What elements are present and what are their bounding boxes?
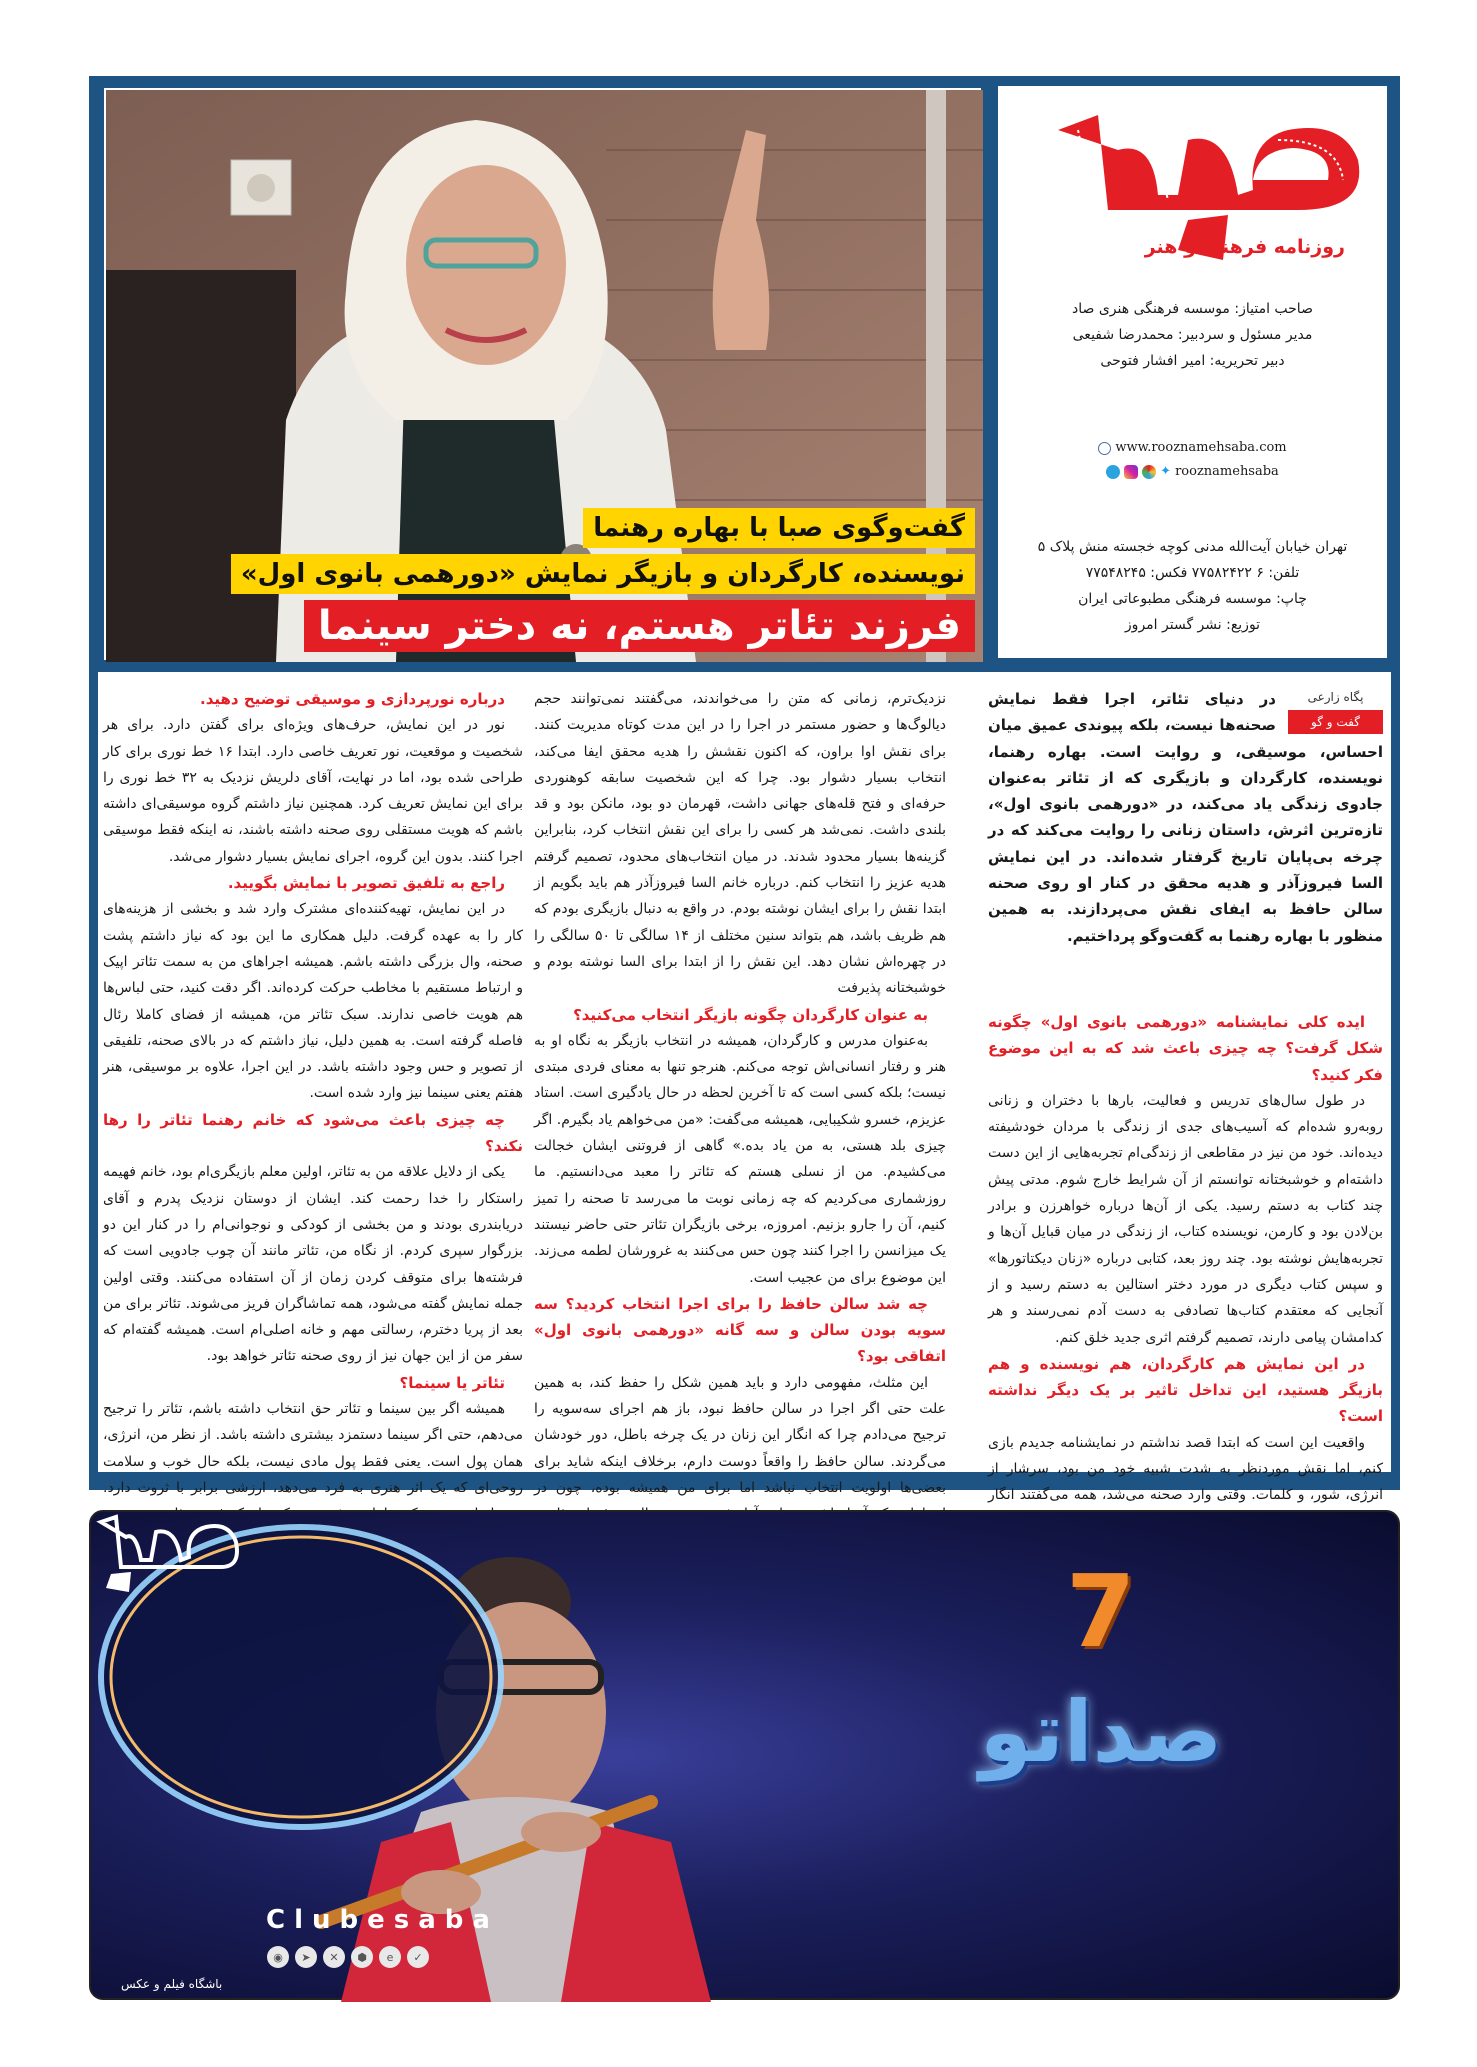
twitter-icon[interactable]: ✦ xyxy=(1160,464,1172,479)
social-handle[interactable]: rooznamehsaba xyxy=(1175,464,1279,479)
globe-icon xyxy=(1098,442,1111,455)
interview-question: درباره نورپردازی و موسیقی توضیح دهید. xyxy=(200,690,505,708)
answer-paragraph: به‌عنوان مدرس و کارگردان، همیشه در انتخاب بازیگر به نگاه او به هنر و رفتار انسانی‌اش توجه می‌کنم. هنرجو تنها به معنای فردی مبتدی نیست؛ بلکه کسی است که تا آخرین لحظه در حال یادگیری است. استاد عزیزم، خسرو شکیبایی، همیشه می‌گفت: «من می‌خواهم یاد بگیرم. اگر چیزی بلد هستی، به من یاد بده.» گاهی از فروتنی ایشان خجالت می‌کشیدم. من از نسلی هستم که تئاتر را معبد می‌دانستیم. ما روزشماری می‌کردیم که چه زمانی نوبت ما می‌رسد تا صحنه را تمیز کنیم، آن را جارو بزنیم. امروزه، برخی بازیگران تئاتر حتی حاضر نیستند یک میزانسن را اجرا کنند چون حس می‌کنند به غرورشان لطمه می‌زند. این موضوع برای من عجیب است. xyxy=(534,1032,946,1286)
column-right xyxy=(988,686,1383,1504)
masthead-panel xyxy=(995,83,1390,661)
show-title: صداتو xyxy=(979,1683,1223,1781)
answer-paragraph: نزدیک‌ترم، زمانی که متن را می‌خواندند، می‌گفتند نمی‌توانند حجم دیالوگ‌ها و حضور مستمر در اجرا را در این مدت کوتاه مدیریت کنند. برای نقش اوا براون، که اکنون نقشش را هدیه محقق ایفا می‌کند، انتخاب بسیار دشوار بود. چرا که این شخصیت سابقه کوهنوردی حرفه‌ای و فتح قله‌های جهانی داشت، قهرمان دو بود، مانکن بود و قد بلندی داشت. نمی‌شد هر کسی را برای این نقش انتخاب کرد، بنابراین گزینه‌ها بسیار محدود شدند. در میان انتخاب‌های محدود، تصمیم گرفتم هدیه عزیز را انتخاب کنم. درباره خانم السا فیروزآذر هم باید بگویم از ابتدا نقش را برای ایشان نوشته بودم. در واقع به دنبال بازیگری بودم که هم ظریف باشد، هم بتواند سنین مختلف از ۱۴ سالگی تا ۵۰ سالگی را در چهره‌اش نشان دهد. این نقش را از ابتدا برای السا نوشته بودم و خوشبختانه پذیرفت xyxy=(534,691,946,997)
contact-info xyxy=(998,534,1387,638)
club-saba-logo xyxy=(91,1512,241,1592)
interview-question: راجع به تلفیق تصویر با نمایش بگویید. xyxy=(227,874,505,893)
printer: چاپ: موسسه فرهنگی مطبوعاتی ایران xyxy=(1078,591,1307,607)
instagram-icon[interactable] xyxy=(1124,465,1138,479)
interview-question: در این نمایش هم کارگردان، هم نویسنده و هم بازیگر هستید، این تداخل تاثیر بر یک دیگر نداشته است؟ xyxy=(988,1354,1383,1426)
staff-managing-editor: دبیر تحریریه: امیر افشار فتوحی xyxy=(1100,353,1285,369)
eitaa-icon[interactable]: e xyxy=(379,1946,401,1968)
headline-subtitle: نویسنده، کارگردان و بازیگر نمایش «دورهمی بانوی اول» xyxy=(231,554,975,594)
phone-fax: تلفن: ۶ ۷۷۵۸۲۴۲۲ فکس: ۷۷۵۴۸۲۴۵ xyxy=(1085,565,1300,581)
article-body xyxy=(98,672,1391,1504)
staff-list xyxy=(998,296,1387,374)
club-subtitle: باشگاه فیلم و عکس xyxy=(121,1977,223,1991)
bale-icon[interactable]: ✓ xyxy=(407,1946,429,1968)
byline xyxy=(1288,686,1383,734)
answer-paragraph: این مثلث، مفهومی دارد و باید همین شکل را حفظ کند، به همین علت حتی اگر اجرا در سالن حافظ نبود، باز هم اجرای سه‌سویه را ترجیح می‌دادم چرا که انگار این زنان در یک چرخه باطل، دور خودشان می‌گردند. سالن حافظ را واقعاً دوست دارم، برخلاف اینکه شاید برای بعضی‌ها اولویت انتخاب نباشد اما برای من همیشه بوده، چون در xyxy=(534,1374,946,1496)
club-social-icons xyxy=(267,1946,429,1968)
interview-photo xyxy=(104,88,981,660)
distributor: توزیع: نشر گستر امروز xyxy=(1124,617,1261,633)
rubika-icon[interactable]: ⬢ xyxy=(351,1946,373,1968)
masthead-tagline: روزنامه فرهنگ و هنر xyxy=(1144,236,1345,258)
headline-title: فرزند تئاتر هستم، نه دختر سینما xyxy=(304,600,975,652)
section-badge: گفت و گو xyxy=(1288,710,1383,734)
staff-owner: صاحب امتیاز: موسسه فرهنگی هنری صاد xyxy=(1072,301,1313,317)
advertisement-banner[interactable] xyxy=(89,1510,1400,2000)
address: تهران خیابان آیت‌الله مدنی کوچه خجسته منش پلاک ۵ xyxy=(1037,539,1348,555)
telegram-icon[interactable]: ➤ xyxy=(295,1946,317,1968)
interview-question: ایده کلی نمایشنامه «دورهمی بانوی اول» چگونه شکل گرفت؟ چه چیزی باعث شد که به این موضوع فکر کنید؟ xyxy=(988,1012,1383,1084)
answer-paragraph: همیشه اگر بین سینما و تئاتر حق انتخاب داشته باشم، تئاتر را ترجیح می‌دهم، حتی اگر سینما دستمزد بیشتری داشته باشد. از نظر من، انرژی، همان پول است. یعنی فقط پول مادی نیست، بلکه حال خوب و سلامت روحی‌ای که یک اثر هنری به فرد می‌دهد، ارزشی برابر با ثروت دارد. xyxy=(103,1401,523,1496)
aparat-icon[interactable] xyxy=(1142,465,1156,479)
staff-editor-in-chief: مدیر مسئول و سردبیر: محمدرضا شفیعی xyxy=(1072,327,1313,343)
article-lead: در دنیای تئاتر، اجرا فقط نمایش صحنه‌ها نیست، بلکه پیوندی عمیق میان احساس، موسیقی، و روایت است. بهاره رهنما، نویسنده، کارگردان و بازیگری که از تئاتر به‌عنوان جادوی زندگی یاد می‌کند، در «دورهمی بانوی اول»، تازه‌ترین اثرش، داستان زنانی را روایت می‌کند که در چرخه بی‌پایان تاریخ گرفتار شده‌اند. در این نمایش السا فیروزآذر و هدیه محقق در کنار او روی صحنه سالن حافظ به ایفای نقش می‌پردازند. به همین منظور با بهاره رهنما به گفت‌وگو پرداختیم. xyxy=(988,690,1383,945)
answer-paragraph: در طول سال‌های تدریس و فعالیت، بارها با دختران و زنانی روبه‌رو شده‌ام که آسیب‌های جدی از زندگی با مردان خودشیفته دیده‌اند. خود من نیز در مقاطعی از زندگی‌ام تجربه‌هایی از این دست داشته‌ام و خوشبختانه توانستم از آن شرایط خارج شوم. مدتی پیش چند کتاب به دستم رسید. یکی از آن‌ها درباره خواهرزن و برادر بن‌لادن بود و کارمن، نویسنده کتاب، از زندگی در میان قبایل آن‌ها و تجربه‌هایش نوشته بود. چند روز بعد، کتابی درباره «زنان دیکتاتورها» و سپس کتاب دیگری در مورد دختر استالین به دستم رسید و از آنجایی که معتقدم کتاب‌ها تصادفی به دست آدم نمی‌رسند و هر کدامشان پیامی دارند، تصمیم گرفتم اثری جدید خلق کنم. xyxy=(988,1092,1383,1346)
headline-kicker: گفت‌وگوی صبا با بهاره رهنما xyxy=(583,508,975,548)
column-left xyxy=(103,686,524,1496)
article-frame xyxy=(89,76,1400,1504)
answer-paragraph: واقعیت این است که ابتدا قصد نداشتم در نمایشنامه جدیدم بازی کنم، اما نقش موردنظر به شدت شبیه خود من بود، سرشار از انرژی، شور، و کلمات. وقتی وارد صحنه می‌شد، همه می‌گفتند انگار xyxy=(988,1434,1383,1504)
show-number: 7 xyxy=(1066,1553,1136,1670)
author-name: پگاه زارعی xyxy=(1307,690,1364,704)
column-middle xyxy=(534,686,946,1496)
answer-paragraph: در این نمایش، تهیه‌کننده‌ای مشترک وارد شد و بخشی از هزینه‌های کار را به عهده گرفت. دلیل همکاری ما این بود که نیاز داشتم پشت صحنه، وال بزرگی داشته باشم. همیشه اجراهای من به سمت تئاتر اپیک و ارتباط مستقیم با مخاطب حرکت کرده‌اند. اگر دقت کنید، حتی لباس‌ها هم هویت خاصی ندارند. سبک تئاتر من، همیشه از فضای کاملا رئال فاصله گرفته است. به همین دلیل، نیاز داشتم که در بالای صحنه، تلفیقی از تصویر و حس وجود داشته باشد. در این اجرا، علاوه بر موسیقی، هنر هفتم یعنی سینما نیز وارد شده است. xyxy=(103,901,523,1102)
club-name: Clubesaba xyxy=(266,1905,499,1935)
interview-question: چه چیزی باعث می‌شود که خانم رهنما تئاتر را رها نکند؟ xyxy=(103,1110,523,1156)
x-icon[interactable]: ✕ xyxy=(323,1946,345,1968)
telegram-icon[interactable] xyxy=(1106,465,1120,479)
web-links xyxy=(998,436,1387,484)
interview-question: تئاتر یا سینما؟ xyxy=(399,1373,505,1392)
answer-paragraph: نور در این نمایش، حرف‌های ویژه‌ای برای گفتن دارد. برای هر شخصیت و موقعیت، نور تعریف خاصی دارد. ابتدا ۱۶ خط نوری برای کار طراحی شده بود، اما در نهایت، آقای دلریش نزدیک به ۳۲ خط نوری را برای این نمایش تعریف کرد. همچنین نیاز داشتم گروه موسیقی‌ای داشته باشم که هویت مستقلی روی صحنه داشته باشند، نه اینکه فقط موسیقی اجرا کنند. بدون این گروه، اجرای نمایش بسیار دشوار می‌شد. xyxy=(103,717,524,865)
interview-question: به عنوان کارگردان چگونه بازیگر انتخاب می‌کنید؟ xyxy=(573,1005,928,1024)
website-link[interactable]: www.rooznamehsaba.com xyxy=(1115,440,1287,455)
instagram-icon[interactable]: ◉ xyxy=(267,1946,289,1968)
interview-question: چه شد سالن حافظ را برای اجرا انتخاب کردید؟ سه سویه بودن سالن و سه گانه «دورهمی بانوی اول» اتفاقی بود؟ xyxy=(534,1294,946,1366)
answer-paragraph: یکی از دلایل علاقه من به تئاتر، اولین معلم بازیگری‌ام بود، خانم فهیمه راستکار را خدا رحمت کند. ایشان از دوستان نزدیک پدرم و آقای دریابندری بودند و من بخشی از کودکی و نوجوانی‌ام را در کنار این دو بزرگوار سپری کردم. از نگاه من، تئاتر مانند آن چوب جادویی است که فرشته‌ها برای متوقف کردن زمان از آن استفاده می‌کنند. وقتی اولین جمله نمایش گفته می‌شود، همه تماشاگران فریز می‌شوند. تئاتر برای من بعد از پریا دخترم، رسالتی مهم و خانه اصلی‌ام است. همیشه گفته‌ام که سفر من از این جهان نیز از روی صحنه تئاتر خواهد بود. xyxy=(103,1164,523,1365)
